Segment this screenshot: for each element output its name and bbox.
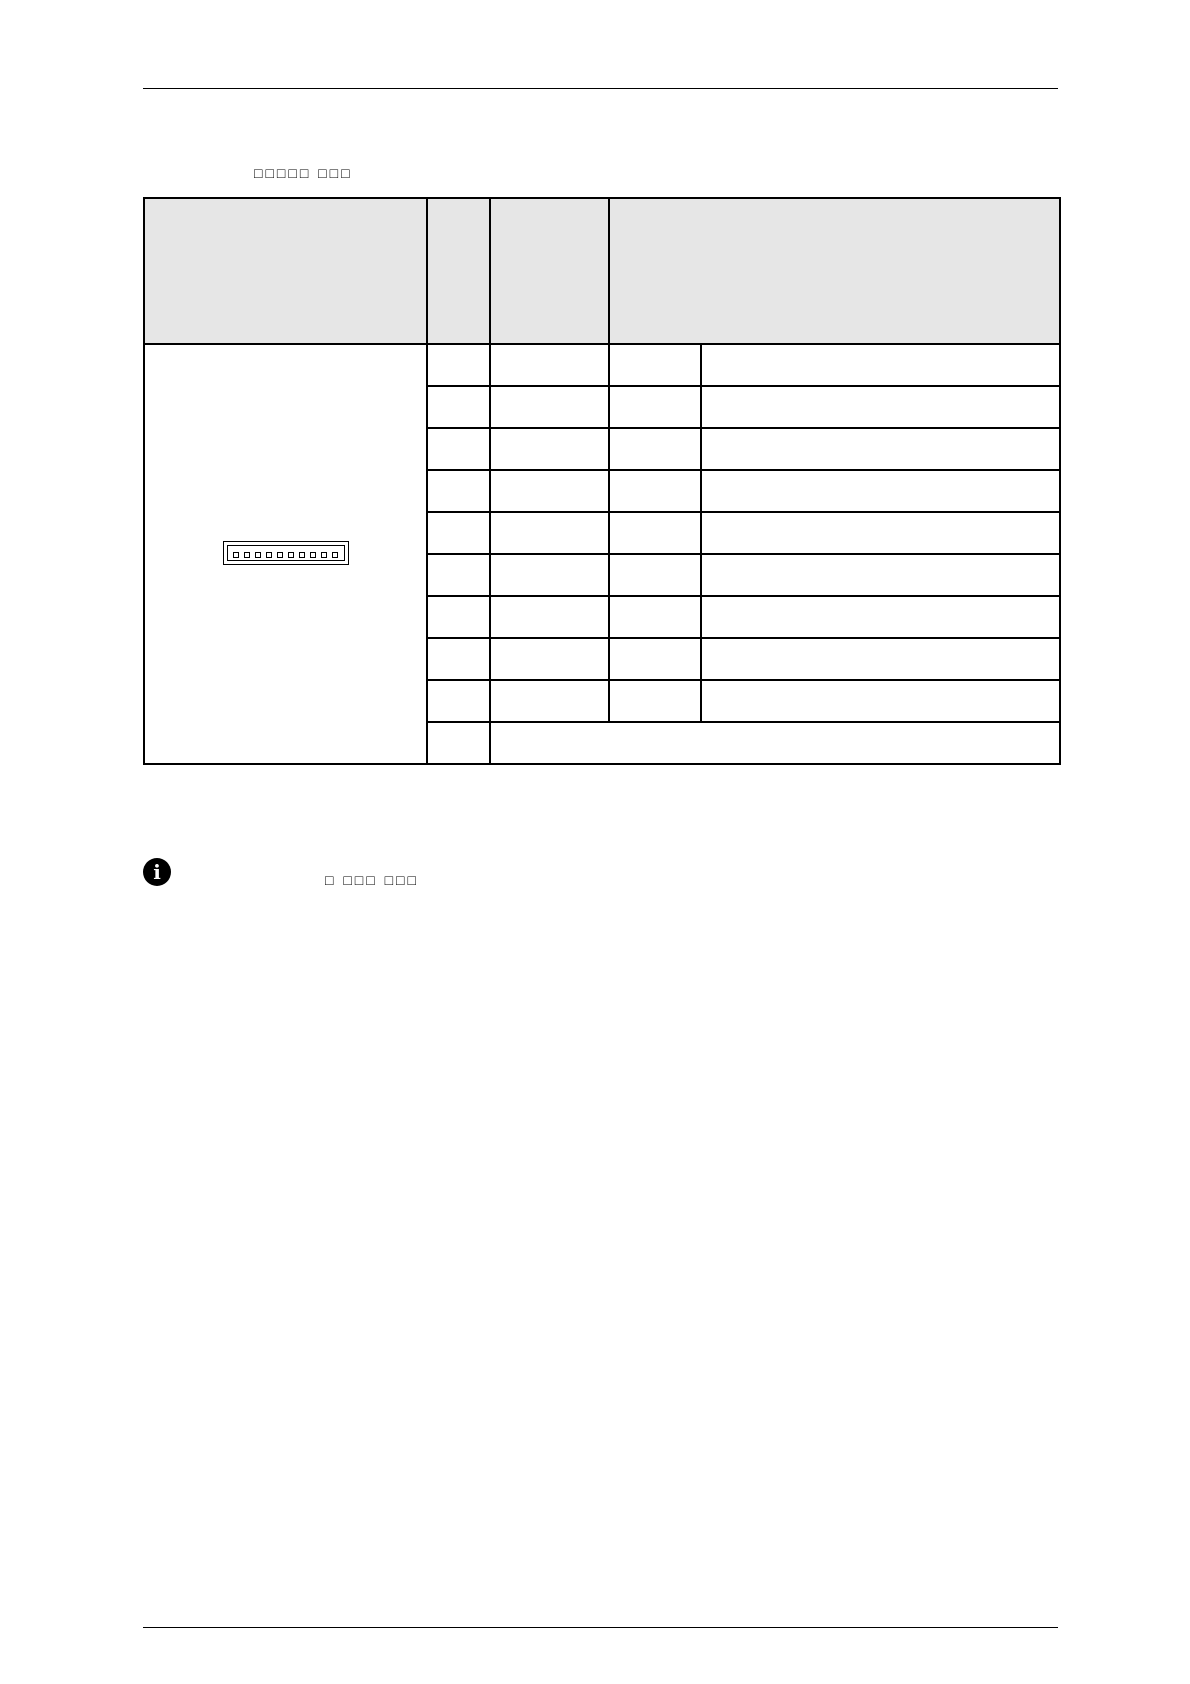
pin-icon — [310, 552, 316, 558]
cell-signal — [490, 344, 609, 386]
pin-icon — [299, 552, 305, 558]
info-icon: i — [143, 858, 171, 886]
pin-icon — [266, 552, 272, 558]
cell-signal — [490, 428, 609, 470]
pinout-table — [143, 197, 1061, 765]
pin-icon — [255, 552, 261, 558]
cell-signal — [490, 638, 609, 680]
pin-icon — [332, 552, 338, 558]
cell-pin — [427, 596, 490, 638]
cell-description — [701, 680, 1060, 722]
cell-type — [609, 344, 701, 386]
cell-pin — [427, 470, 490, 512]
header-description — [609, 198, 1060, 344]
cell-pin — [427, 428, 490, 470]
footer-rule — [143, 1627, 1058, 1628]
cell-merged — [490, 722, 1060, 764]
cell-type — [609, 638, 701, 680]
table-header-row — [144, 198, 1060, 344]
cell-type — [609, 470, 701, 512]
cell-type — [609, 428, 701, 470]
cell-signal — [490, 680, 609, 722]
cell-pin — [427, 722, 490, 764]
pin-icon — [244, 552, 250, 558]
cell-description — [701, 512, 1060, 554]
cell-pin — [427, 638, 490, 680]
cell-type — [609, 680, 701, 722]
cell-type — [609, 554, 701, 596]
cell-description — [701, 596, 1060, 638]
cell-pin — [427, 344, 490, 386]
cell-pin — [427, 512, 490, 554]
cell-signal — [490, 386, 609, 428]
cell-pin — [427, 680, 490, 722]
cell-type — [609, 596, 701, 638]
cell-pin — [427, 554, 490, 596]
pin-icon — [277, 552, 283, 558]
cell-description — [701, 428, 1060, 470]
cell-type — [609, 386, 701, 428]
cell-signal — [490, 470, 609, 512]
cell-pin — [427, 386, 490, 428]
cell-signal — [490, 596, 609, 638]
header-pin — [427, 198, 490, 344]
note-text: □ □□□ □□□ — [325, 872, 419, 888]
pin-icon — [321, 552, 327, 558]
header-rule — [143, 88, 1058, 89]
pin-icon — [233, 552, 239, 558]
cell-description — [701, 386, 1060, 428]
cell-description — [701, 554, 1060, 596]
pin-icon — [288, 552, 294, 558]
header-connector — [144, 198, 427, 344]
cell-description — [701, 638, 1060, 680]
connector-cell — [144, 344, 427, 764]
header-signal — [490, 198, 609, 344]
cell-type — [609, 512, 701, 554]
connector-icon — [223, 541, 349, 565]
cell-description — [701, 470, 1060, 512]
cell-signal — [490, 512, 609, 554]
info-note — [143, 858, 171, 886]
cell-description — [701, 344, 1060, 386]
cell-signal — [490, 554, 609, 596]
table-row — [144, 344, 1060, 386]
table-caption: □□□□□ □□□ — [254, 165, 353, 181]
